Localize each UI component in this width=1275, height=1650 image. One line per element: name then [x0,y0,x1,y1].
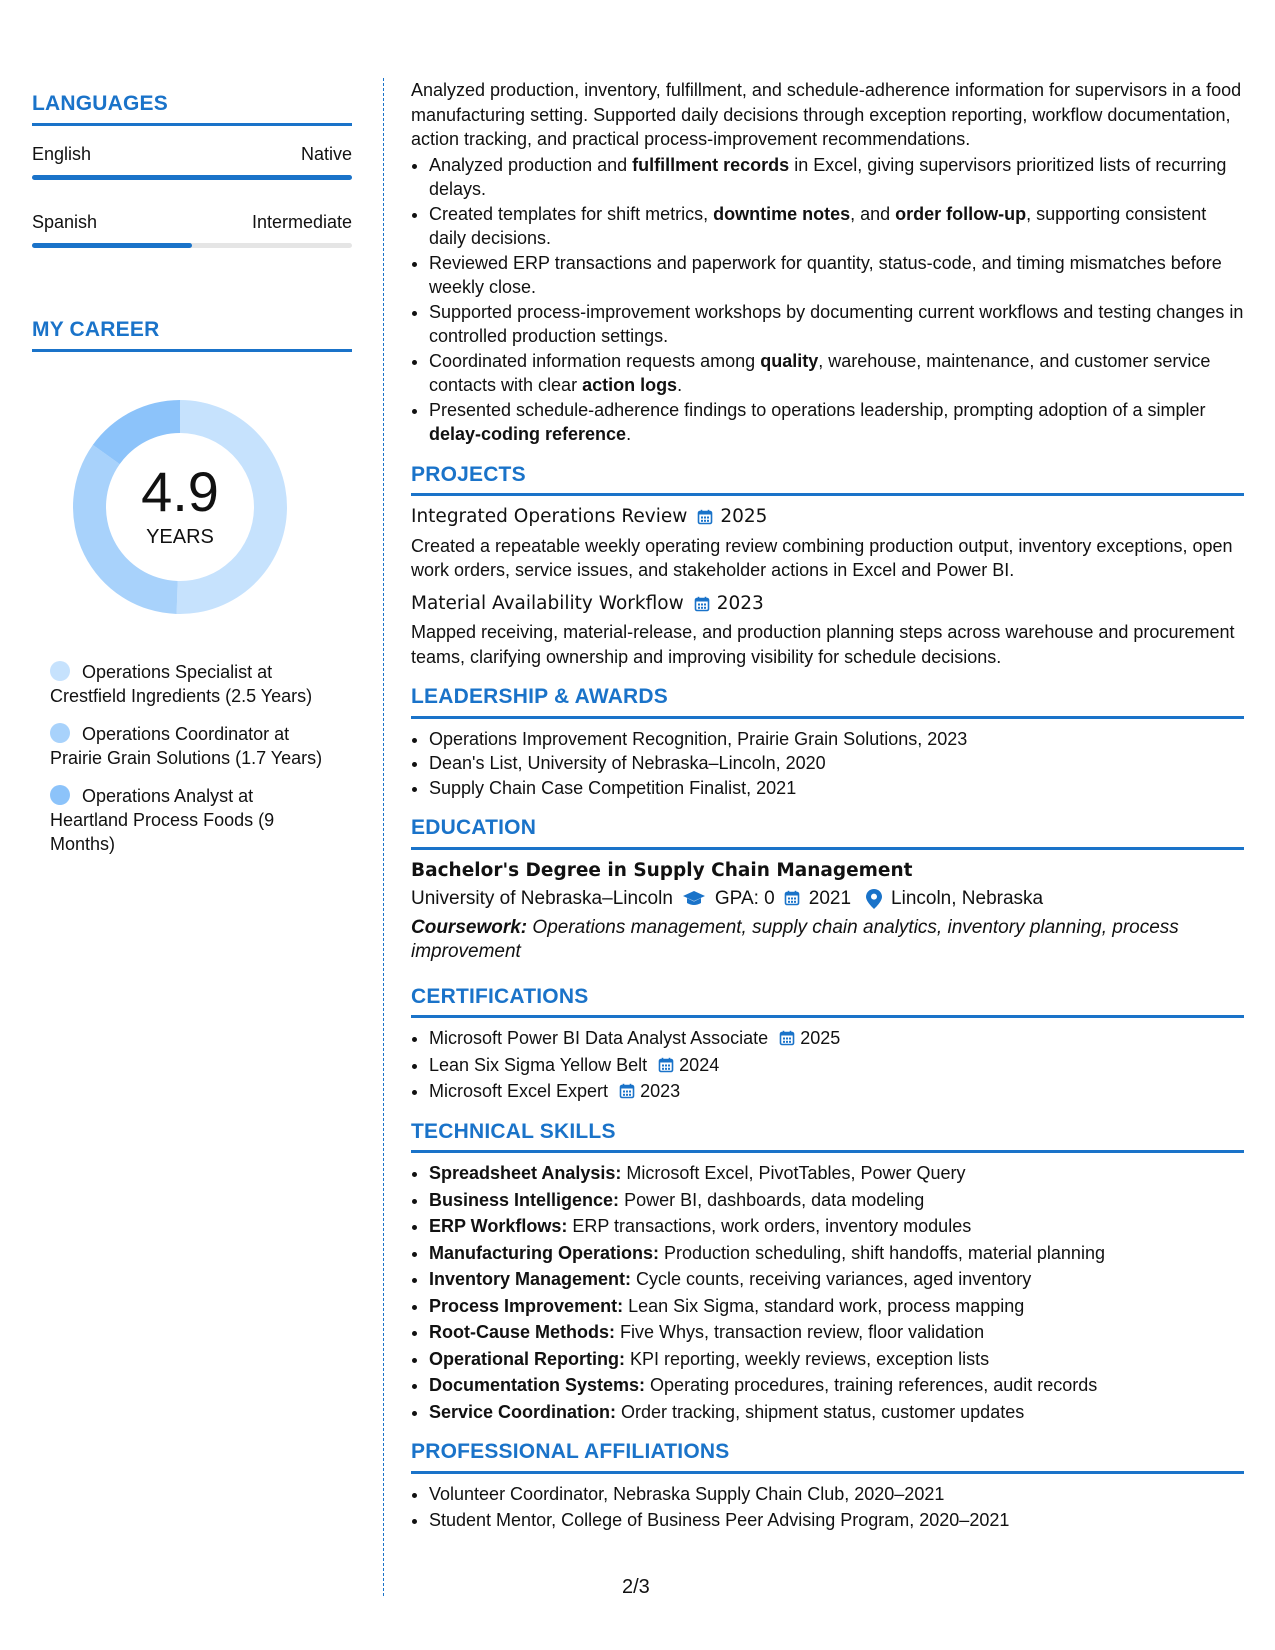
language-level-bar [32,243,352,248]
education-section [411,816,1244,965]
career-donut-chart [65,392,295,622]
language-item [32,144,352,180]
section-rule [411,1150,1244,1153]
section-rule [32,123,352,126]
languages-section [32,92,352,248]
calendar-icon [619,1083,635,1099]
experience-bullet: • Created templates for shift metrics, downtime notes, and order follow-up, supporting consistent daily decisions. [429,202,1244,251]
legend-swatch [50,723,70,743]
list-item: • Student Mentor, College of Business Peer Advising Program, 2020–2021 [429,1508,1244,1533]
projects-title: PROJECTS [411,462,526,486]
section-rule [411,493,1244,496]
skill-item [429,1320,1244,1345]
project-name: Material Availability Workflow [411,592,684,614]
skills-list [411,1161,1244,1424]
career-title: MY CAREER [32,318,160,341]
legend-label: Operations Specialist at Crestfield Ingredients (2.5 Years) [50,662,313,706]
skill-item [429,1294,1244,1319]
legend-swatch [50,785,70,805]
skill-item [429,1400,1244,1425]
calendar-icon [784,890,800,906]
experience-bullet: • Presented schedule-adherence findings to operations leadership, prompting adoption of a simpler delay-coding reference. [429,398,1244,447]
skill-label: Documentation Systems: [429,1375,646,1395]
skill-value: Microsoft Excel, PivotTables, Power Query [621,1163,966,1183]
affiliations-title: PROFESSIONAL AFFILIATIONS [411,1440,730,1463]
project-year: 2023 [716,592,764,614]
skill-value: Lean Six Sigma, standard work, process mapping [623,1295,1025,1316]
certification-name: Microsoft Power BI Data Analyst Associate [429,1028,769,1048]
certification-item [429,1026,1244,1051]
career-unit: YEARS [146,526,214,548]
projects-section [411,463,1244,670]
project-item [411,592,1244,670]
list-item: • Operations Improvement Recognition, Prairie Grain Solutions, 2023 [429,727,1244,752]
legend-label: Operations Coordinator at Prairie Grain Solutions (1.7 Years) [50,724,323,768]
left-column [32,92,352,870]
school-name: University of Nebraska–Lincoln [411,888,673,909]
skill-label: Operational Reporting: [429,1348,626,1369]
section-rule [411,847,1244,850]
calendar-icon [697,509,713,525]
location: Lincoln, Nebraska [891,888,1044,909]
project-description: Mapped receiving, material-release, and production planning steps across warehouse and procurement teams, clarifying ownership and improving visibility for schedule decisions. [411,622,1235,667]
calendar-icon [784,887,800,912]
education-details [411,887,1244,912]
legend-swatch [50,661,70,681]
career-section [32,318,352,856]
legend-item [50,660,335,708]
skill-label: Root-Cause Methods: [429,1322,615,1342]
list-item: • Dean's List, University of Nebraska–Lincoln, 2020 [429,751,1244,776]
legend-label: Operations Analyst at Heartland Process Foods (9 Months) [50,786,275,854]
certification-year: 2023 [640,1081,681,1101]
skill-label: ERP Workflows: [429,1216,568,1236]
language-level: Native [300,144,352,164]
list-item: • Volunteer Coordinator, Nebraska Supply Chain Club, 2020–2021 [429,1482,1244,1507]
skill-item [429,1214,1244,1239]
skills-title: TECHNICAL SKILLS [411,1119,616,1143]
donut-center [65,460,295,549]
experience-bullet: • Supported process-improvement workshops by documenting current workflows and testing changes in controlled production settings. [429,300,1244,349]
skill-value: Cycle counts, receiving variances, aged inventory [631,1269,1032,1289]
language-level: Intermediate [251,212,352,232]
leadership-list [411,727,1244,801]
affiliations-section [411,1440,1244,1533]
career-total: 4.9 [141,460,219,523]
section-rule [411,1471,1244,1474]
skill-item [429,1161,1244,1186]
experience-bullet: • Reviewed ERP transactions and paperwork for quantity, status-code, and timing mismatches before weekly close. [429,251,1244,300]
language-level-fill [32,175,352,180]
project-heading [411,592,1244,617]
page-number: 2/3 [622,1576,650,1598]
section-rule [32,349,352,352]
education-title: EDUCATION [411,816,537,839]
certifications-section [411,985,1244,1104]
career-legend [50,660,335,856]
certification-year: 2024 [679,1054,720,1075]
experience-bullets [411,153,1244,447]
skill-item [429,1347,1244,1372]
language-name: Spanish [32,212,98,232]
coursework [411,916,1244,965]
certification-item [429,1079,1244,1104]
language-level-fill [32,243,192,248]
skill-item [429,1267,1244,1292]
skill-label: Inventory Management: [429,1269,632,1289]
leadership-title: LEADERSHIP & AWARDS [411,685,668,708]
skill-label: Process Improvement: [429,1295,624,1316]
coursework-text: Operations management, supply chain analytics, inventory planning, process improvement [411,916,1179,962]
project-description: Created a repeatable weekly operating review combining production output, inventory exceptions, open work orders, service issues, and stakeholder actions in Excel and Power BI. [411,535,1233,580]
certifications-title: CERTIFICATIONS [411,984,589,1008]
calendar-icon [658,1057,674,1073]
affiliations-list [411,1482,1244,1533]
calendar-icon [694,596,710,612]
skill-value: Operating procedures, training references, audit records [645,1375,1098,1395]
skill-value: KPI reporting, weekly reviews, exception lists [625,1348,990,1369]
skill-label: Service Coordination: [429,1401,617,1422]
list-item: • Supply Chain Case Competition Finalist, 2021 [429,776,1244,801]
project-name: Integrated Operations Review [411,506,688,527]
section-rule [411,716,1244,719]
graduation-year: 2021 [808,888,852,909]
language-list [32,144,352,248]
coursework-label: Coursework: [411,916,528,938]
degree: Bachelor's Degree in Supply Chain Management [411,859,913,881]
skill-value: Power BI, dashboards, data modeling [619,1189,925,1210]
skills-section [411,1120,1244,1425]
legend-item [50,784,335,856]
languages-title: LANGUAGES [32,92,168,115]
right-column [411,78,1244,1535]
certification-item [429,1053,1244,1078]
skill-value: Order tracking, shipment status, customer updates [616,1401,1025,1422]
language-item [32,212,352,248]
experience-summary: Analyzed production, inventory, fulfillment, and schedule-adherence information for supervisors in a food manufacturing setting. Supported daily decisions through exception reporting, workflow documentation, action tracking, and practical process-improvement recommendations. [411,80,1242,149]
experience-bullet: • Coordinated information requests among quality, warehouse, maintenance, and customer service contacts with clear action logs. [429,349,1244,398]
skill-label: Manufacturing Operations: [429,1242,660,1263]
certification-list [411,1026,1244,1104]
legend-item [50,722,335,770]
skill-item [429,1241,1244,1266]
language-row [32,212,352,233]
certification-name: Lean Six Sigma Yellow Belt [429,1054,648,1075]
skill-value: Production scheduling, shift handoffs, material planning [659,1242,1105,1263]
skill-label: Spreadsheet Analysis: [429,1163,622,1183]
project-heading [411,505,1244,530]
gpa: GPA: 0 [714,888,775,909]
calendar-icon [779,1030,795,1046]
certification-year: 2025 [800,1028,841,1048]
graduation-cap-icon [682,890,706,908]
language-name: English [32,144,92,164]
skill-item [429,1373,1244,1398]
skill-value: Five Whys, transaction review, floor validation [615,1322,985,1342]
certification-name: Microsoft Excel Expert [429,1081,609,1101]
skill-item [429,1188,1244,1213]
section-rule [411,1015,1244,1018]
experience-bullet: • Analyzed production and fulfillment records in Excel, giving supervisors prioritized lists of recurring delays. [429,153,1244,202]
map-pin-icon [866,889,882,909]
skill-value: ERP transactions, work orders, inventory modules [567,1216,972,1236]
project-list [411,505,1244,669]
skill-label: Business Intelligence: [429,1189,620,1210]
language-row [32,144,352,165]
project-item [411,505,1244,583]
language-level-bar [32,175,352,180]
leadership-section [411,685,1244,800]
project-year: 2025 [720,506,768,527]
column-divider [383,78,384,1596]
